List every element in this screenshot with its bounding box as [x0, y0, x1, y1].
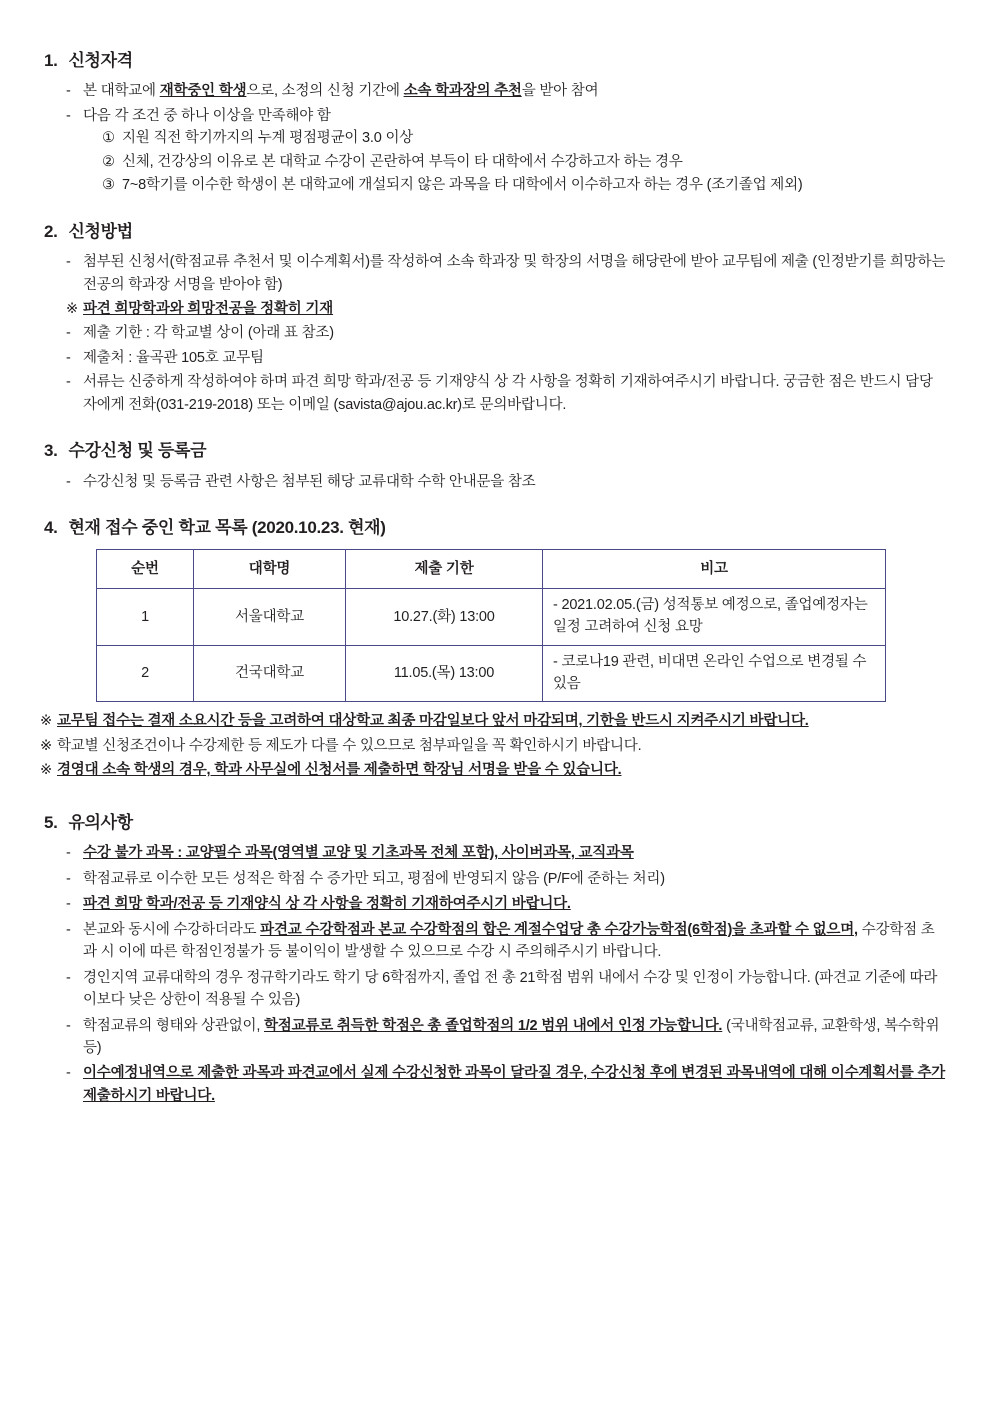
section-1 — [40, 48, 946, 197]
section-1-title: 신청자격 — [68, 51, 133, 70]
column-header-no: 순번 — [97, 550, 194, 589]
section-5 — [40, 810, 946, 1108]
text-run: 으로, 소정의 신청 기간에 — [246, 83, 404, 100]
list-item — [66, 1062, 946, 1107]
sub-list-item — [102, 127, 946, 149]
list-item — [66, 371, 946, 416]
sub-list-item — [102, 174, 946, 196]
cell-due: 11.05.(목) 13:00 — [346, 645, 543, 702]
section-3-number: 3. — [44, 441, 58, 461]
cell-university: 건국대학교 — [194, 645, 346, 702]
list-item — [66, 842, 946, 864]
text-run-underline: 학점교류로 취득한 학점은 총 졸업학점의 1/2 범위 내에서 인정 가능합니다. — [264, 1017, 723, 1034]
circled-number-2-icon: ② — [102, 153, 115, 170]
dash-marker: - — [66, 349, 71, 366]
section-4-title: 현재 접수 중인 학교 목록 (2020.10.23. 현재) — [68, 518, 386, 538]
section-2 — [40, 219, 946, 417]
section-2-heading — [40, 219, 946, 245]
section-2-number: 2. — [44, 221, 58, 241]
circled-number-1-icon: ① — [102, 130, 115, 147]
list-item-text: 파견 희망학과와 희망전공을 정확히 기재 — [83, 300, 334, 317]
table-header — [97, 550, 886, 589]
text-run: 수강학점 초과 시 이에 따른 학점인정불가 등 불이익이 발생할 수 있으므로 수강 시 주의해주시기 바랍니다. — [83, 921, 935, 961]
list-item-text: 이수예정내역으로 제출한 과목과 파견교에서 실제 수강신청한 과목이 달라질 경우, 수강신청 후에 변경된 과목내역에 대해 이수계획서를 추가 제출하시기 바랍니다. — [83, 1065, 946, 1104]
column-header-university: 대학명 — [194, 550, 346, 589]
section-3-list — [40, 471, 946, 493]
list-item-text: 다음 각 조건 중 하나 이상을 만족해야 함 — [83, 107, 331, 124]
section-1-list — [40, 80, 946, 196]
text-run: 학점교류의 형태와 상관없이, — [83, 1017, 264, 1034]
section-5-heading — [40, 810, 946, 836]
list-item-text — [83, 922, 935, 960]
dash-marker: - — [66, 921, 71, 938]
list-item-text: 수강신청 및 등록금 관련 사항은 첨부된 해당 교류대학 수학 안내문을 참조 — [83, 473, 536, 490]
list-item-text: 경인지역 교류대학의 경우 정규학기라도 학기 당 6학점까지, 졸업 전 총 21학점 범위 내에서 수강 및 인정이 가능합니다. (파견교 기준에 따라 이보다 낮은 상한이 적용될 수 있음) — [83, 969, 938, 1009]
section-1-sublist — [83, 127, 946, 196]
sub-list-item — [102, 151, 946, 173]
text-run: 본교와 동시에 수강하더라도 — [83, 921, 261, 938]
table-row — [97, 645, 886, 702]
note-text: 학교별 신청조건이나 수강제한 등 제도가 다를 수 있으므로 첨부파일을 꼭 확인하시기 바랍니다. — [57, 737, 642, 754]
section-5-title: 유의사항 — [68, 812, 133, 832]
list-item-text — [83, 83, 598, 99]
dash-marker: - — [66, 896, 71, 913]
cell-university: 서울대학교 — [194, 589, 346, 646]
text-run-underline: 파견교 수강학점과 본교 수강학점의 합은 계절수업당 총 수강가능학점(6학점)을 초과할 수 없으며, — [260, 921, 858, 938]
note-text: 교무팀 접수는 결재 소요시간 등을 고려하여 대상학교 최종 마감일보다 앞서 마감되며, 기한을 반드시 지켜주시기 바랍니다. — [57, 713, 809, 730]
list-item-text — [83, 1018, 939, 1056]
cell-no: 1 — [97, 589, 194, 646]
list-item — [66, 1015, 946, 1060]
sub-list-item-text: 신체, 건강상의 이유로 본 대학교 수강이 곤란하여 부득이 타 대학에서 수강하고자 하는 경우 — [122, 153, 683, 170]
list-item-text: 학점교류로 이수한 모든 성적은 학점 수 증가만 되고, 평점에 반영되지 않음 (P/F에 준하는 처리) — [83, 870, 665, 887]
text-run: 을 받아 참여 — [521, 83, 599, 100]
list-item-text: 서류는 신중하게 작성하여야 하며 파견 희망 학과/전공 등 기재양식 상 각 사항을 정확히 기재하여주시기 바랍니다. 궁금한 점은 반드시 담당자에게 전화(031-219-2018) 또는 이메일 (savista@ajou.ac.kr)로 문의바랍니다. — [83, 374, 933, 413]
column-header-remark: 비고 — [543, 550, 886, 589]
list-item — [66, 251, 946, 296]
section-4-number: 4. — [44, 518, 58, 538]
section-4 — [40, 515, 946, 782]
cell-due: 10.27.(화) 13:00 — [346, 589, 543, 646]
column-header-due: 제출 기한 — [346, 550, 543, 589]
cell-no: 2 — [97, 645, 194, 702]
list-item — [66, 105, 946, 197]
list-item-note — [66, 298, 946, 320]
text-run: 본 대학교에 — [83, 83, 160, 100]
asterisk-marker-icon: ※ — [40, 762, 52, 779]
list-item — [66, 347, 946, 369]
section-1-heading — [40, 48, 946, 74]
note-item — [40, 759, 946, 781]
note-text: 경영대 소속 학생의 경우, 학과 사무실에 신청서를 제출하면 학장님 서명을 받을 수 있습니다. — [57, 762, 622, 779]
list-item — [66, 80, 946, 102]
list-item-text: 파견 희망 학과/전공 등 기재양식 상 각 사항을 정확히 기재하여주시기 바랍니다. — [83, 896, 571, 913]
section-4-notes — [40, 710, 946, 781]
dash-marker: - — [66, 1017, 71, 1034]
table-body — [97, 589, 886, 702]
list-item-text: 제출 기한 : 각 학교별 상이 (아래 표 참조) — [83, 325, 334, 342]
asterisk-marker-icon: ※ — [40, 737, 52, 754]
cell-remark: - 코로나19 관련, 비대면 온라인 수업으로 변경될 수 있음 — [543, 645, 886, 702]
list-item — [66, 471, 946, 493]
schools-table — [96, 549, 886, 702]
note-item — [40, 735, 946, 757]
section-3-heading — [40, 438, 946, 464]
asterisk-marker-icon: ※ — [40, 713, 52, 730]
dash-marker: - — [66, 83, 71, 100]
asterisk-marker-icon: ※ — [66, 300, 78, 317]
text-run-underline: 소속 학과장의 추천 — [403, 83, 522, 100]
table-row — [97, 589, 886, 646]
sub-list-item-text: 7~8학기를 이수한 학생이 본 대학교에 개설되지 않은 과목을 타 대학에서 이수하고자 하는 경우 (조기졸업 제외) — [122, 177, 803, 194]
dash-marker: - — [66, 254, 71, 271]
dash-marker: - — [66, 969, 71, 986]
section-5-number: 5. — [44, 812, 58, 832]
circled-number-3-icon: ③ — [102, 177, 115, 194]
section-5-list — [40, 842, 946, 1107]
list-item — [66, 967, 946, 1012]
list-item — [66, 919, 946, 964]
table-header-row — [97, 550, 886, 589]
section-4-heading — [40, 515, 946, 541]
dash-marker: - — [66, 845, 71, 862]
list-item — [66, 322, 946, 344]
dash-marker: - — [66, 107, 71, 124]
dash-marker: - — [66, 374, 71, 391]
list-item — [66, 893, 946, 915]
cell-remark: - 2021.02.05.(금) 성적통보 예정으로, 졸업예정자는 일정 고려하여 신청 요망 — [543, 589, 886, 646]
list-item — [66, 868, 946, 890]
section-2-list — [40, 251, 946, 416]
list-item-text: 제출처 : 율곡관 105호 교무팀 — [83, 349, 264, 366]
note-item — [40, 710, 946, 732]
sub-list-item-text: 지원 직전 학기까지의 누계 평점평균이 3.0 이상 — [122, 130, 414, 147]
text-run-underline: 재학중인 학생 — [159, 83, 247, 100]
section-3 — [40, 438, 946, 493]
dash-marker: - — [66, 325, 71, 342]
text-run: (국내학점교류, 교환학생, 복수학위 등) — [83, 1017, 940, 1056]
section-3-title: 수강신청 및 등록금 — [68, 441, 207, 461]
dash-marker: - — [66, 1065, 71, 1082]
section-2-title: 신청방법 — [68, 221, 133, 241]
dash-marker: - — [66, 473, 71, 490]
list-item-text: 첨부된 신청서(학점교류 추천서 및 이수계획서)를 작성하여 소속 학과장 및 학장의 서명을 해당란에 받아 교무팀에 제출 (인정받기를 희망하는 전공의 학과장 서명을 받아야 함) — [83, 254, 946, 293]
list-item-text: 수강 불가 과목 : 교양필수 과목(영역별 교양 및 기초과목 전체 포함), 사이버과목, 교직과목 — [83, 845, 634, 862]
dash-marker: - — [66, 870, 71, 887]
section-1-number: 1. — [44, 51, 58, 70]
